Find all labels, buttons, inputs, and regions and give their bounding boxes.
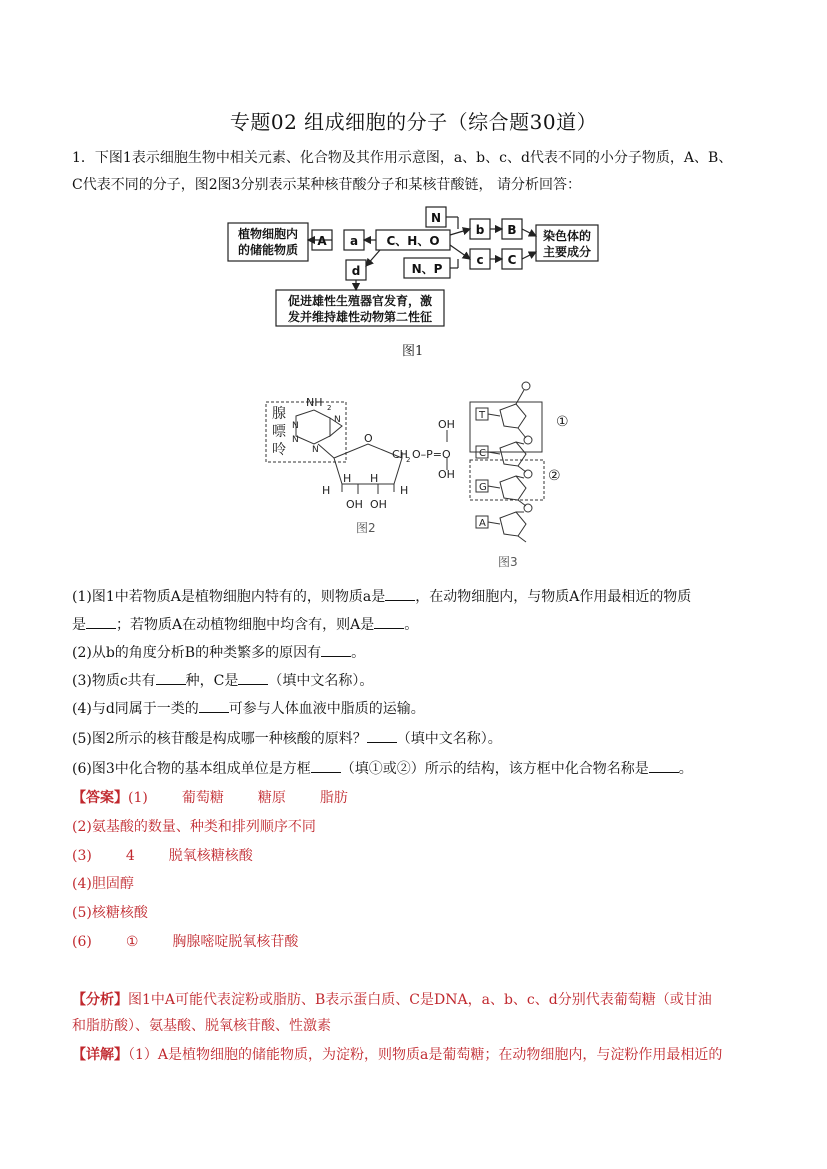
h-label-1: H [322, 484, 331, 497]
answer-3-item-1: 4 [125, 848, 135, 864]
subq-3 [72, 669, 762, 693]
n-label-2: N [292, 435, 299, 445]
subq-3-text-c: （填中文名称）。 [268, 673, 374, 689]
base-char-2: 嘌 [272, 424, 286, 440]
blank [321, 642, 351, 657]
blank [238, 670, 268, 685]
plant-box-line1: 植物细胞内 [237, 227, 299, 241]
label-cho: C、H、O [386, 234, 440, 248]
answer-3-item-2: 脱氧核糖核酸 [168, 848, 253, 864]
figure1-caption: 图1 [402, 344, 424, 359]
label-b: b [475, 223, 485, 237]
n-label-4: N [312, 445, 319, 455]
question-stem-line1: 1．下图1表示细胞生物中相关元素、化合物及其作用示意图，a、b、c、d代表不同的小分子物质，A、B、 [72, 150, 733, 166]
label-d: d [351, 264, 361, 278]
figure2-3-diagram [0, 370, 827, 570]
phosphate-label: O–P=O [412, 448, 451, 461]
sex-line1: 促进雄性生殖器官发育，激 [287, 294, 433, 308]
base-T: T [479, 410, 486, 421]
subq-6-text-b: （填①或②）所示的结构，该方框中化合物名称是 [340, 761, 649, 777]
subq-6 [72, 757, 762, 781]
detail-text-1: （1）A是植物细胞的储能物质，为淀粉，则物质a是葡萄糖；在动物细胞内，与淀粉作用最相近的 [128, 1047, 723, 1063]
base-char-3: 呤 [272, 442, 286, 458]
answer-1-item-3: 脂肪 [319, 790, 348, 806]
chrom-line2: 主要成分 [542, 245, 592, 259]
label-B: B [507, 223, 517, 237]
base-G: G [479, 482, 487, 493]
subq-1-text-d: ；若物质A在动植物细胞中均含有，则A是 [116, 617, 375, 633]
h-label-2: H [343, 472, 352, 485]
blank [374, 614, 404, 629]
answer-line-5: (5)核糖核酸 [72, 905, 148, 921]
subq-6-text-c: 。 [678, 761, 693, 777]
n-label-1: N [292, 421, 299, 431]
label-N: N [430, 211, 442, 225]
label-C: C [507, 253, 517, 267]
oh-bottom-label: OH [438, 468, 455, 481]
detail-label: 【详解】 [72, 1047, 128, 1063]
subq-6-text-a: (6)图3中化合物的基本组成单位是方框 [72, 761, 311, 777]
nh2-label: NH [306, 396, 323, 409]
nh2-subscript: 2 [327, 404, 332, 412]
answer-line-1 [72, 786, 762, 810]
oh-label-2: OH [370, 498, 387, 511]
sugar-3 [500, 476, 526, 500]
blank [311, 758, 341, 773]
answer-line-4: (4)胆固醇 [72, 876, 134, 892]
analysis-line-2: 和脂肪酸）、氨基酸、脱氧核苷酸、性激素 [72, 1018, 331, 1034]
label-NP: N、P [411, 262, 443, 276]
answer-line-6 [72, 930, 762, 954]
base-C: C [479, 448, 486, 459]
blank [156, 670, 186, 685]
ch2-subscript: 2 [406, 456, 411, 464]
subq-3-text-a: (3)物质c共有 [72, 673, 156, 689]
subq-1-text-e: 。 [404, 617, 419, 633]
sugar-4 [500, 512, 526, 536]
chrom-line1: 染色体的 [542, 229, 592, 243]
label-a: a [349, 234, 359, 248]
answer-line-3 [72, 844, 762, 868]
ring-o-label: O [364, 432, 373, 445]
h-label-3: H [370, 472, 379, 485]
blank [385, 586, 415, 601]
analysis-text-1: 图1中A可能代表淀粉或脂肪、B表示蛋白质、C是DNA，a、b、c、d分别代表葡萄糖（或甘油 [128, 992, 712, 1008]
sex-line2: 发并维持雄性动物第二性征 [287, 310, 433, 324]
subq-5-text-a: (5)图2所示的核苷酸是构成哪一种核酸的原料？ [72, 731, 367, 747]
subq-2 [72, 641, 762, 665]
subq-4 [72, 697, 762, 721]
subq-1-text-a: (1)图1中若物质A是植物细胞内特有的，则物质a是 [72, 589, 386, 605]
base-char-1: 腺 [272, 406, 286, 422]
subq-1-text-c: 是 [72, 617, 86, 633]
answer-6-item-2: 胸腺嘧啶脱氧核苷酸 [172, 934, 299, 950]
figure2-caption: 图2 [356, 521, 376, 535]
mark-2: ② [548, 468, 561, 484]
blank [199, 698, 229, 713]
blank [86, 614, 116, 629]
subq-2-text-a: (2)从b的角度分析B的种类繁多的原因有 [72, 645, 322, 661]
answer-line-2: (2)氨基酸的数量、种类和排列顺序不同 [72, 819, 316, 835]
purine-ring [296, 410, 330, 444]
phosphate-4 [524, 504, 532, 512]
sugar-1 [500, 404, 526, 428]
figure3-caption: 图3 [498, 555, 518, 569]
phosphate-1 [522, 382, 530, 390]
label-c: c [476, 253, 484, 267]
ch2-label: CH [392, 448, 408, 461]
subq-1-text-b: ，在动物细胞内，与物质A作用最相近的物质 [415, 589, 692, 605]
mark-1: ① [556, 414, 569, 430]
base-A: A [479, 518, 486, 529]
subq-4-text-a: (4)与d同属于一类的 [72, 701, 199, 717]
subq-1-line1 [72, 585, 762, 609]
answer-6-item-1: ① [125, 934, 139, 950]
answer-3-num: (3) [72, 848, 92, 864]
subq-4-text-b: 可参与人体血液中脂质的运输。 [228, 701, 425, 717]
sugar-2 [500, 442, 526, 466]
answer-1-num: (1) [128, 790, 148, 806]
answer-6-num: (6) [72, 934, 92, 950]
phosphate-3 [524, 470, 532, 478]
plant-box-line2: 的储能物质 [237, 243, 299, 257]
blank [649, 758, 679, 773]
subq-1-line2 [72, 613, 762, 637]
subq-2-text-b: 。 [351, 645, 366, 661]
answer-1-item-1: 葡萄糖 [181, 790, 224, 806]
analysis-line-1 [72, 988, 762, 1012]
blank [367, 728, 397, 743]
label-A: A [317, 234, 327, 248]
subq-3-text-b: 种，C是 [185, 673, 239, 689]
page-title: 专题02 组成细胞的分子（综合题30道） [229, 110, 598, 134]
oh-top-label: OH [438, 418, 455, 431]
analysis-label: 【分析】 [72, 992, 128, 1008]
figure1-diagram [0, 0, 827, 340]
detail-line-1 [72, 1043, 762, 1067]
answer-1-item-2: 糖原 [257, 790, 286, 806]
subq-5 [72, 727, 762, 751]
oh-label-1: OH [346, 498, 363, 511]
h-label-4: H [400, 484, 409, 497]
phosphate-2 [524, 436, 532, 444]
question-stem-line2: C代表不同的分子，图2图3分别表示某种核苷酸分子和某核苷酸链， 请分析回答： [72, 177, 581, 193]
answer-label: 【答案】 [72, 790, 128, 806]
n-label-3: N [334, 415, 341, 425]
subq-5-text-b: （填中文名称）。 [396, 731, 502, 747]
